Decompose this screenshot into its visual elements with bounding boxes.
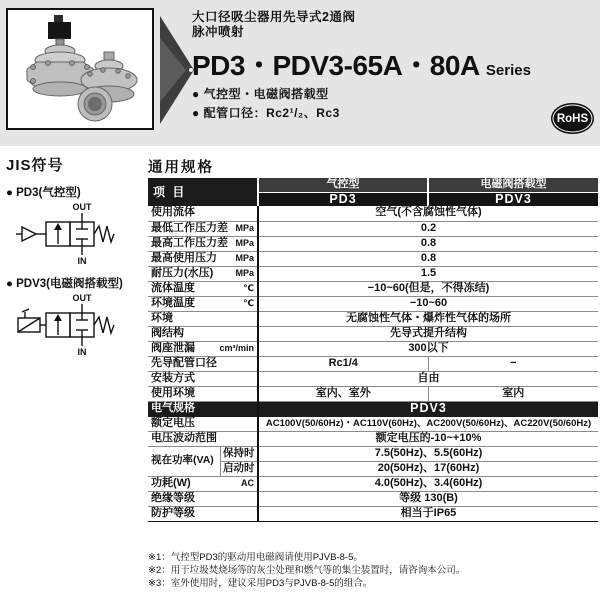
row-value: 室内、室外 [258, 386, 428, 401]
table-row [148, 206, 598, 221]
feature-bullet-2: ● 配管口径：Rc2¹/₂、Rc3 [192, 106, 340, 120]
row-value: 无腐蚀性气体・爆炸性气体的场所 [258, 311, 598, 326]
row-label: 阀结构 [148, 326, 258, 341]
row-label: 阀座泄漏 cm³/min [148, 341, 258, 356]
table-row [148, 311, 598, 326]
table-row [148, 296, 598, 311]
spec-table-body [148, 206, 598, 521]
row-value: 0.8 [258, 251, 598, 266]
col-header-type-pd3: 气控型 [258, 178, 428, 192]
table-row [148, 371, 598, 386]
row-label: 使用环境 [148, 386, 258, 401]
col-header-model-pdv3: PDV3 [428, 192, 598, 206]
row-label: 电压波动范围 [148, 431, 258, 446]
jis-symbol-pd3-label: ● PD3(气控型) [6, 187, 81, 199]
note-line: ※3：室外使用时，建议采用PD3与PJVB-8-5的组合。 [148, 578, 373, 589]
row-sublabel: 启动时 [220, 461, 258, 476]
col-header-item: 项 目 [148, 178, 258, 206]
series-title-main: PD3・PDV3-65A・80A [192, 50, 479, 81]
row-value: 额定电压的-10~+10% [258, 431, 598, 446]
row-label: 额定电压 [148, 416, 258, 431]
table-row [148, 251, 598, 266]
row-label: 防护等级 [148, 506, 258, 521]
jis-symbol-pdv3 [6, 293, 138, 357]
row-value: 室内 [428, 386, 598, 401]
row-value: 自由 [258, 371, 598, 386]
note-line: ※2：用于垃圾焚烧场等的灰尘处理和燃气等的集尘装置时，请咨询本公司。 [148, 565, 466, 576]
pd3-in-label: IN [77, 256, 87, 266]
row-value: 300以下 [258, 341, 598, 356]
spec-table-heading: 通用规格 [148, 160, 214, 176]
row-label: 耐压力(水压) MPa [148, 266, 258, 281]
row-sublabel: 保持时 [220, 446, 258, 461]
product-photo [8, 10, 152, 128]
row-value: 1.5 [258, 266, 598, 281]
row-value: PDV3 [258, 401, 598, 416]
table-row [148, 326, 598, 341]
col-header-type-pdv3: 电磁阀搭载型 [428, 178, 598, 192]
product-photo-frame [6, 8, 154, 130]
pd3-out-label: OUT [72, 202, 92, 212]
row-value: −10~60 [258, 296, 598, 311]
subtitle-line2: 脉冲喷射 [192, 25, 245, 39]
jis-sidebar [6, 154, 144, 357]
notes [148, 551, 598, 590]
row-value: 7.5(50Hz)、5.5(60Hz) [258, 446, 598, 461]
table-row [148, 341, 598, 356]
table-row [148, 446, 598, 461]
table-row [148, 431, 598, 446]
row-label: 使用流体 [148, 206, 258, 221]
jis-heading: JIS符号 [6, 157, 64, 174]
arrow-graphic [160, 16, 194, 124]
rohs-badge: RoHS [551, 103, 594, 134]
row-label: 安装方式 [148, 371, 258, 386]
row-label: 功耗(W) AC [148, 476, 258, 491]
row-value: 先导式提升结构 [258, 326, 598, 341]
row-value: AC100V(50/60Hz)・AC110V(60Hz)、AC200V(50/60Hz)、AC220V(50/60Hz) [258, 416, 598, 431]
row-value: Rc1/4 [258, 356, 428, 371]
series-title-suffix: Series [485, 62, 531, 79]
row-label: 视在功率(VA) [148, 446, 220, 476]
table-row [148, 221, 598, 236]
row-label: 环境 [148, 311, 258, 326]
row-value: 20(50Hz)、17(60Hz) [258, 461, 598, 476]
section-row [148, 401, 598, 416]
row-value: 相当于IP65 [258, 506, 598, 521]
spec-table-container [148, 178, 598, 522]
title-block [192, 10, 542, 122]
row-label: 绝缘等级 [148, 491, 258, 506]
col-header-model-pd3: PD3 [258, 192, 428, 206]
table-row [148, 266, 598, 281]
row-value: 0.8 [258, 236, 598, 251]
header-row-type [148, 178, 598, 192]
series-title [192, 44, 542, 84]
row-value: − [428, 356, 598, 371]
row-value: 0.2 [258, 221, 598, 236]
pdv3-in-label: IN [77, 347, 87, 357]
row-value: 等级 130(B) [258, 491, 598, 506]
row-label: 最低工作压力差 MPa [148, 221, 258, 236]
table-row [148, 491, 598, 506]
note-line: ※1：气控型PD3的驱动用电磁阀请使用PJVB-8-5。 [148, 552, 363, 563]
table-row [148, 236, 598, 251]
row-label: 电气规格 [148, 401, 258, 416]
table-row [148, 416, 598, 431]
jis-symbol-pd3 [6, 202, 138, 266]
row-label: 最高使用压力 MPa [148, 251, 258, 266]
row-label: 先导配管口径 [148, 356, 258, 371]
table-row [148, 386, 598, 401]
table-row [148, 476, 598, 491]
table-row [148, 281, 598, 296]
row-value: 4.0(50Hz)、3.4(60Hz) [258, 476, 598, 491]
jis-symbol-pdv3-label: ● PDV3(电磁阀搭载型) [6, 278, 123, 290]
row-label: 最高工作压力差 MPa [148, 236, 258, 251]
row-label: 流体温度 ℃ [148, 281, 258, 296]
pdv3-out-label: OUT [72, 293, 92, 303]
table-row [148, 356, 598, 371]
row-value: 空气(不含腐蚀性气体) [258, 206, 598, 221]
table-row [148, 506, 598, 521]
spec-table [148, 178, 598, 522]
row-value: −10~60(但是，不得冻结) [258, 281, 598, 296]
row-label: 环境温度 ℃ [148, 296, 258, 311]
header-band [0, 0, 600, 146]
subtitle-line1: 大口径吸尘器用先导式2通阀 [192, 10, 356, 24]
feature-bullet-1: ● 气控型・电磁阀搭载型 [192, 87, 329, 101]
